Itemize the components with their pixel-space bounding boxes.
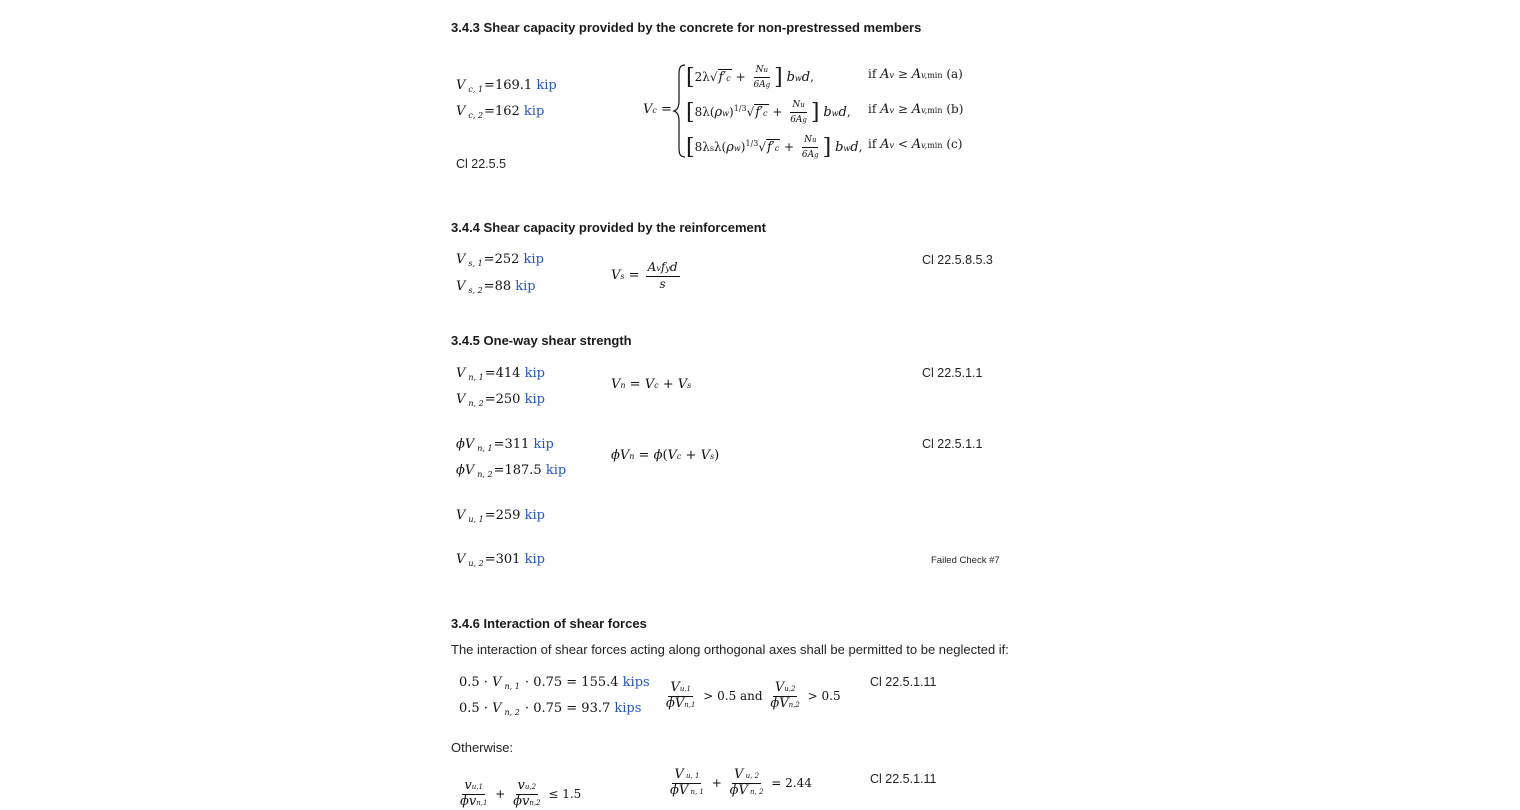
clause-22-5-8-5-3: Cl 22.5.8.5.3 bbox=[922, 253, 993, 267]
interaction-row-1: 0.5 · V $_{n, 1}$ · 0.75 = 155.4 kips bbox=[459, 675, 650, 691]
section-heading-3-4-5: 3.4.5 One-way shear strength bbox=[451, 333, 632, 348]
clause-interaction-1: Cl 22.5.1.11 bbox=[870, 675, 937, 689]
vn-formula: Vn = Vc + Vs bbox=[611, 377, 692, 392]
vs1-result: V $_{s, 1}$=252 kip bbox=[456, 252, 544, 268]
vc-case-b-expression: [$8\lambda(\rho w)^{1/3}√f'c$ + $\frac{Nu}{6Ag}$ ] bwd, bbox=[686, 100, 851, 125]
vc-case-c-expression: [$8\lambda s\lambda(\rho w)^{1/3}√f'c$ + $\frac{Nu}{6Ag}$ ] bwd, bbox=[686, 135, 863, 160]
phivn2-result: ϕV $_{n, 2}$=187.5 kip bbox=[456, 463, 567, 479]
vc1-value: 169.1 bbox=[494, 78, 533, 93]
vn2-result: V $_{n, 2}$=250 kip bbox=[456, 392, 545, 408]
section-heading-3-4-3: 3.4.3 Shear capacity provided by the concrete for non-prestressed members bbox=[451, 20, 922, 35]
vc1-unit: kip bbox=[536, 78, 557, 93]
vs-formula: Vs = $\frac{\text{Avfyd}}{s}$ bbox=[611, 260, 678, 291]
vc1-result: V $_{c, 1}$=169.1 kip bbox=[456, 78, 557, 94]
vu1-result: V $_{u, 1}$=259 kip bbox=[456, 508, 545, 524]
clause-phivn: Cl 22.5.1.1 bbox=[922, 437, 983, 451]
interaction-row-2: 0.5 · V $_{n, 2}$ · 0.75 = 93.7 kips bbox=[459, 701, 642, 717]
failed-check-note: Failed Check #7 bbox=[931, 555, 1000, 566]
phivn1-result: ϕV $_{n, 1}$=311 kip bbox=[456, 437, 554, 453]
vc2-result: V $_{c, 2}$=162 kip bbox=[456, 104, 545, 120]
vc-condition-c: if Av < Av,min (c) bbox=[868, 137, 963, 152]
interaction-paragraph: The interaction of shear forces acting along orthogonal axes shall be permitted to be neglected if: bbox=[451, 642, 1009, 657]
vc2-value: 162 bbox=[494, 104, 520, 119]
phivn-formula: ϕVn = ϕ(Vc + Vs) bbox=[611, 448, 720, 463]
clause-vn: Cl 22.5.1.1 bbox=[922, 366, 983, 380]
vc-condition-b: if Av ≥ Av,min (b) bbox=[868, 102, 964, 117]
vc2-unit: kip bbox=[523, 104, 545, 119]
otherwise-label: Otherwise: bbox=[451, 740, 514, 755]
interaction-sum-result: $\frac{\text{V u, 1}}{\text{ϕV n, 1}}$ + $\frac{\text{V u, 2}}{\text{ϕV n, 2}}$ = 2.44 bbox=[670, 767, 812, 798]
interaction-condition-formula: $\frac{Vu,1}{\text{ϕVn,1}}$ > 0.5 and $\frac{Vu,2}{\text{ϕVn,2}}$ > 0.5 bbox=[666, 680, 841, 711]
clause-interaction-2: Cl 22.5.1.11 bbox=[870, 772, 937, 786]
vc-formula-lhs: Vc = bbox=[643, 102, 672, 117]
vc-condition-a: if Av ≥ Av,min (a) bbox=[868, 67, 963, 82]
vu2-result: V $_{u, 2}$=301 kip bbox=[456, 552, 545, 568]
vc-case-a-expression: [2λ√f′c + $\frac{Nu}{6Ag}$ ] bwd, bbox=[686, 65, 814, 90]
vs2-result: V $_{s, 2}$=88 kip bbox=[456, 279, 536, 295]
vn1-result: V $_{n, 1}$=414 kip bbox=[456, 366, 545, 382]
section-heading-3-4-6: 3.4.6 Interaction of shear forces bbox=[451, 616, 647, 631]
section-heading-3-4-4: 3.4.4 Shear capacity provided by the reinforcement bbox=[451, 220, 767, 235]
interaction-limit-formula: $\frac{vu,1}{\text{ϕvn,1}}$ + $\frac{vu,2}{\text{ϕvn,2}}$ ≤ 1.5 bbox=[460, 778, 582, 809]
clause-22-5-5: Cl 22.5.5 bbox=[456, 157, 507, 171]
